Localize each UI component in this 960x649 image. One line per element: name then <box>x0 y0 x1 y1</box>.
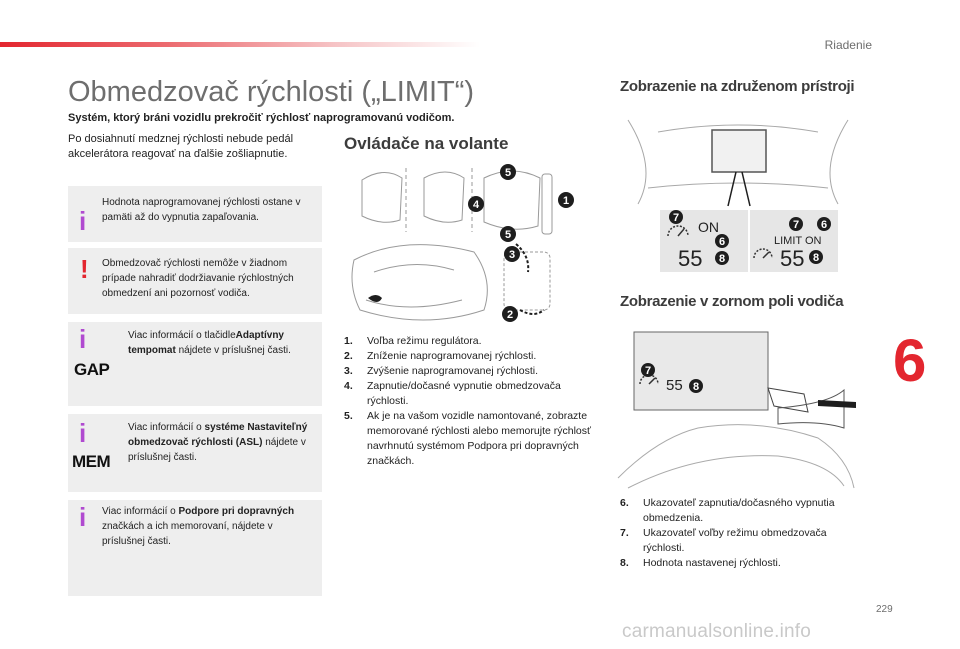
svg-text:1: 1 <box>562 195 570 207</box>
note-memory-text: Hodnota naprogramovanej rýchlosti ostane v pamäti až do vypnutia zapaľovania. <box>102 197 301 223</box>
note-gap <box>68 322 322 406</box>
cluster-panel-limit <box>750 210 838 272</box>
list-item: 3. Zvýšenie naprogramovanej rýchlosti. <box>344 365 538 377</box>
svg-text:7: 7 <box>672 212 680 224</box>
cluster-speed-on: 55 <box>678 246 703 271</box>
header-accent-bar <box>0 42 480 47</box>
mem-badge: MEM <box>72 452 111 471</box>
svg-text:8: 8 <box>812 252 820 264</box>
hud-heading: Zobrazenie v zornom poli vodiča <box>620 293 844 310</box>
warning-icon: ! <box>80 254 89 284</box>
intro-text: Po dosiahnutí medznej rýchlosti nebude pedál akcelerátora reagovať na ďalšie zošliapnutie. <box>68 133 294 160</box>
intro-bold: Systém, ktorý bráni vozidlu prekročiť rýchlosť naprogramovanú vodičom. <box>68 112 455 124</box>
note-warning-text: Obmedzovač rýchlosti nemôže v žiadnom prípade nahradiť dodržiavanie rýchlostných obmedzení ani pozornosť vodiča. <box>102 258 294 299</box>
steering-list <box>344 334 594 469</box>
cluster-status-on: ON <box>698 219 719 235</box>
list-item: 2. Zníženie naprogramovanej rýchlosti. <box>344 350 537 362</box>
note-signs <box>68 500 322 596</box>
hud-speed: 55 <box>666 377 683 394</box>
list-item: 8. Hodnota nastavenej rýchlosti. <box>620 557 781 569</box>
svg-text:7: 7 <box>644 365 652 377</box>
section-label: Riadenie <box>824 38 872 52</box>
steering-controls-illustration <box>344 160 600 332</box>
cluster-panel-on <box>660 210 748 272</box>
note-gap-text: Viac informácií o tlačidleAdaptívny tempomat nájdete v príslušnej časti. <box>128 330 291 356</box>
list-item: 6. Ukazovateľ zapnutia/dočasného vypnutia obmedzenia. <box>620 497 835 524</box>
steering-heading: Ovládače na volante <box>344 134 509 153</box>
svg-text:6: 6 <box>820 219 828 231</box>
list-item: 1. Voľba režimu regulátora. <box>344 335 482 347</box>
hud-list <box>620 496 864 571</box>
watermark: carmanualsonline.info <box>622 621 812 642</box>
svg-text:5: 5 <box>504 167 512 179</box>
svg-text:8: 8 <box>692 381 700 393</box>
svg-text:5: 5 <box>504 229 512 241</box>
note-memory <box>68 186 322 242</box>
svg-text:3: 3 <box>508 249 516 261</box>
info-icon: i <box>79 206 87 236</box>
svg-text:7: 7 <box>792 219 800 231</box>
note-signs-text: Viac informácií o Podpore pri dopravných značkách a ich memorovaní, nájdete v príslušnej časti. <box>102 506 295 547</box>
svg-text:6: 6 <box>718 236 726 248</box>
list-item: 7. Ukazovateľ voľby režimu obmedzovača rýchlosti. <box>620 527 827 554</box>
page-number: 229 <box>876 604 893 615</box>
info-icon: i <box>79 502 87 532</box>
note-mem <box>68 414 322 492</box>
chapter-number: 6 <box>893 327 927 394</box>
page-title: Obmedzovač rýchlosti („LIMIT“) <box>68 76 475 108</box>
info-icon: i <box>79 324 87 354</box>
gap-badge: GAP <box>74 360 110 379</box>
svg-text:4: 4 <box>472 199 480 211</box>
note-mem-text: Viac informácií o systéme Nastaviteľný obmedzovač rýchlosti (ASL) nájdete v príslušnej časti. <box>128 422 308 463</box>
cluster-status-limit: LIMIT ON <box>774 235 822 247</box>
info-icon: i <box>79 418 87 448</box>
hud-illustration <box>618 328 858 490</box>
svg-text:2: 2 <box>506 309 514 321</box>
list-item: 4. Zapnutie/dočasné vypnutie obmedzovača rýchlosti. <box>344 380 561 407</box>
cluster-heading: Zobrazenie na združenom prístroji <box>620 78 855 95</box>
svg-text:8: 8 <box>718 253 726 265</box>
cluster-illustration <box>618 108 858 208</box>
note-warning <box>68 248 322 314</box>
list-item: 5. Ak je na vašom vozidle namontované, zobrazte memorované rýchlosti alebo memorujte rýchlosť navrhnutú systémom Podpora pri dopravných značkách. <box>344 410 591 467</box>
cluster-speed-limit: 55 <box>780 246 805 271</box>
